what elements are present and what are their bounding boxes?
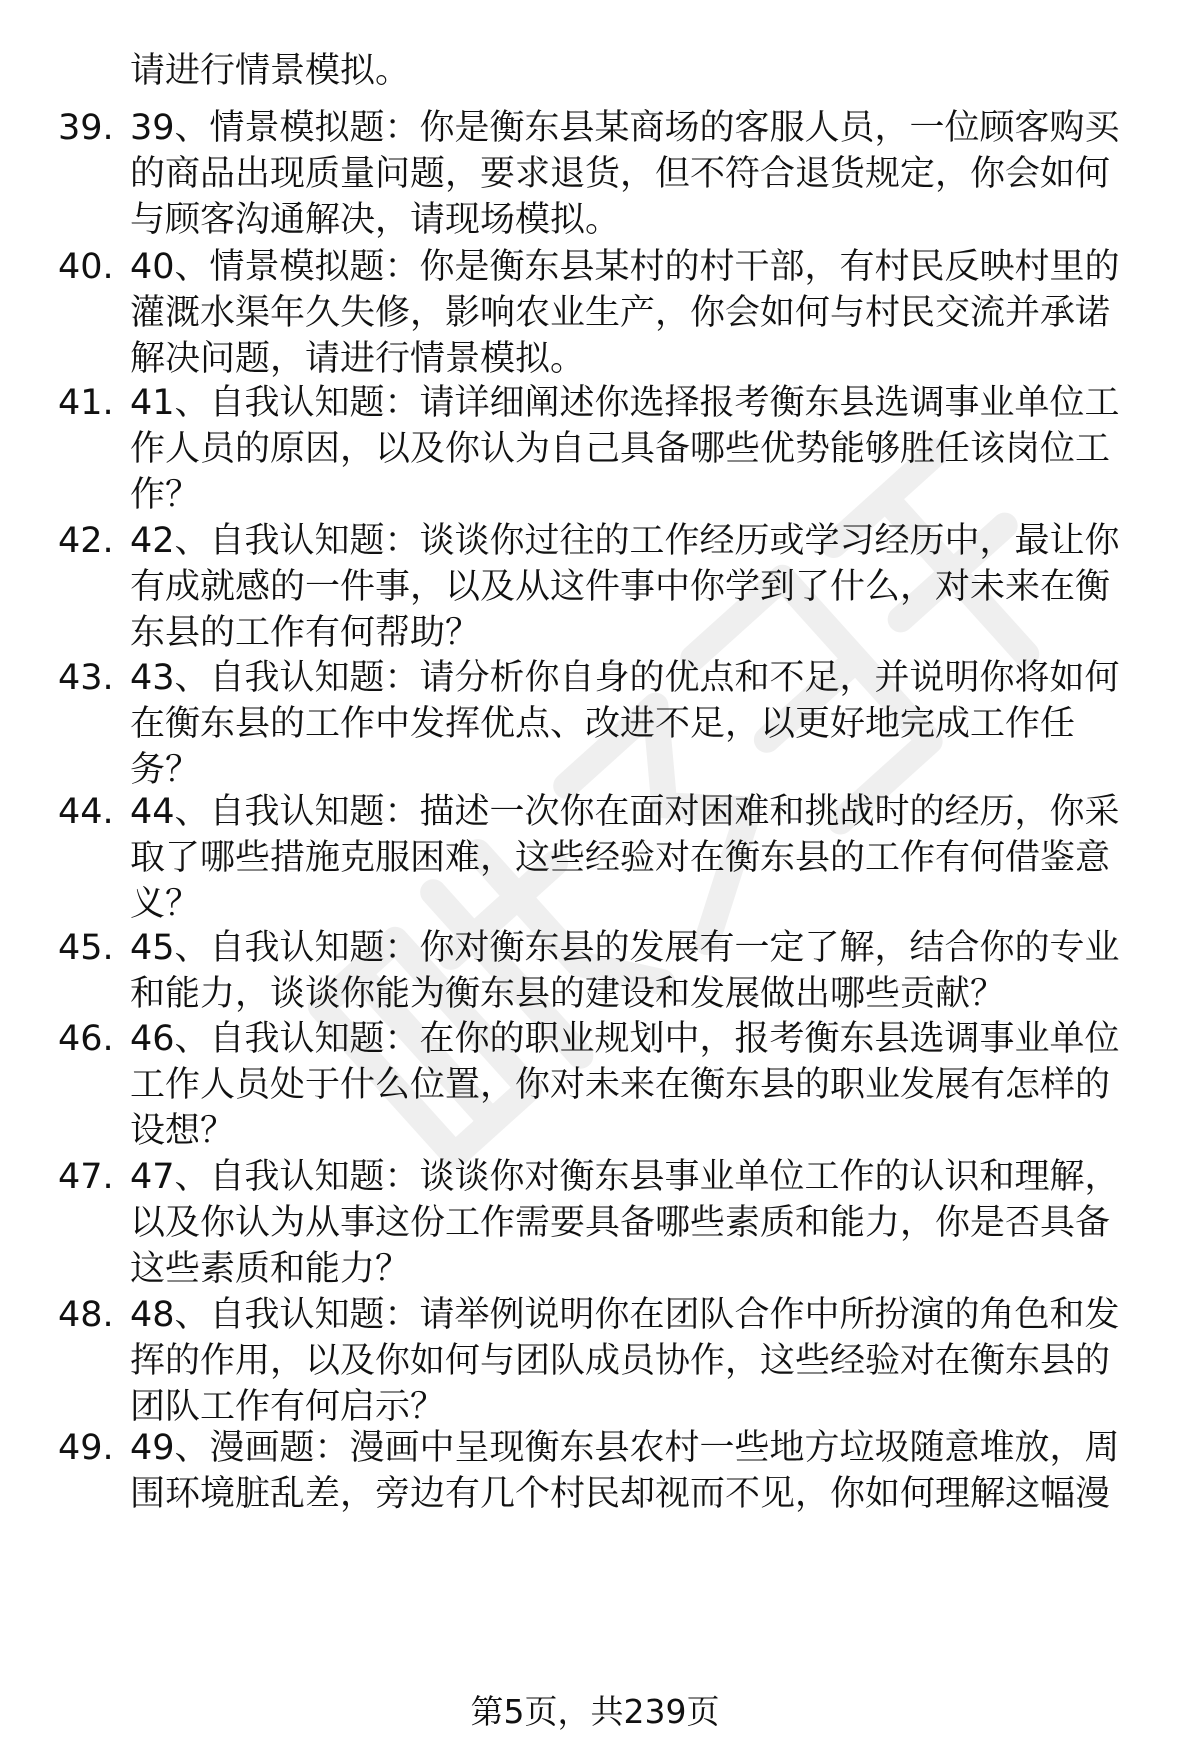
list-item-text [130,789,1160,927]
text-line: 47、自我认知题：谈谈你对衡东县事业单位工作的认识和理解， [130,1157,1120,1197]
list-item-number: 49. [58,1428,114,1468]
list-item-number: 45. [58,928,114,968]
text-line: 44、自我认知题：描述一次你在面对困难和挑战时的经历，你采 [130,792,1120,832]
text-line: 东县的工作有何帮助？ [130,613,481,653]
list-item-text [130,1292,1160,1430]
text-line: 45、自我认知题：你对衡东县的发展有一定了解，结合你的专业 [130,928,1120,968]
text-line: 41、自我认知题：请详细阐述你选择报考衡东县选调事业单位工 [130,383,1120,423]
text-line: 取了哪些措施克服困难，这些经验对在衡东县的工作有何借鉴意 [130,838,1111,878]
list-item-text [130,518,1160,656]
list-item-number: 43. [58,658,114,698]
list-item-number: 46. [58,1019,114,1059]
text-line: 解决问题，请进行情景模拟。 [130,339,586,379]
text-line: 42、自我认知题：谈谈你过往的工作经历或学习经历中，最让你 [130,521,1120,561]
list-item-text [130,655,1160,793]
list-item-number: 41. [58,383,114,423]
continuation-text: 请进行情景模拟。 [130,51,411,91]
list-item-text [130,1154,1160,1292]
list-item-text [130,244,1160,382]
text-line: 39、情景模拟题：你是衡东县某商场的客服人员，一位顾客购买 [130,108,1120,148]
text-line: 团队工作有何启示？ [130,1387,446,1427]
text-line: 工作人员处于什么位置，你对未来在衡东县的职业发展有怎样的 [130,1065,1111,1105]
text-line: 在衡东县的工作中发挥优点、改进不足，以更好地完成工作任 [130,704,1076,744]
list-item-number: 40. [58,247,114,287]
text-line: 作人员的原因，以及你认为自己具备哪些优势能够胜任该岗位工 [130,429,1111,469]
text-line: 46、自我认知题：在你的职业规划中，报考衡东县选调事业单位 [130,1019,1120,1059]
list-item-number: 39. [58,108,114,148]
text-line: 的商品出现质量问题，要求退货，但不符合退货规定，你会如何 [130,154,1111,194]
page-footer: 第5页，共239页 [470,1692,720,1731]
list-item-text [130,105,1160,243]
text-line: 义？ [130,884,201,924]
text-line: 灌溉水渠年久失修，影响农业生产，你会如何与村民交流并承诺 [130,293,1111,333]
text-line: 务？ [130,750,201,790]
text-line: 和能力，谈谈你能为衡东县的建设和发展做出哪些贡献？ [130,974,1006,1014]
list-item-number: 47. [58,1157,114,1197]
text-line: 48、自我认知题：请举例说明你在团队合作中所扮演的角色和发 [130,1295,1120,1335]
text-line: 作？ [130,475,201,515]
list-item-number: 44. [58,792,114,832]
text-line: 围环境脏乱差，旁边有几个村民却视而不见，你如何理解这幅漫 [130,1474,1111,1514]
list-item-text [130,380,1160,518]
text-line: 有成就感的一件事，以及从这件事中你学到了什么，对未来在衡 [130,567,1111,607]
list-item-text [130,925,1160,1017]
list-item-number: 42. [58,521,114,561]
text-line: 49、漫画题：漫画中呈现衡东县农村一些地方垃圾随意堆放，周 [130,1428,1120,1468]
text-line: 43、自我认知题：请分析你自身的优点和不足，并说明你将如何 [130,658,1120,698]
text-line: 这些素质和能力？ [130,1249,411,1289]
text-line: 40、情景模拟题：你是衡东县某村的村干部，有村民反映村里的 [130,247,1120,287]
text-line: 与顾客沟通解决，请现场模拟。 [130,200,621,240]
list-item-number: 48. [58,1295,114,1335]
text-line: 设想？ [130,1111,236,1151]
text-line: 挥的作用，以及你如何与团队成员协作，这些经验对在衡东县的 [130,1341,1111,1381]
text-line: 以及你认为从事这份工作需要具备哪些素质和能力，你是否具备 [130,1203,1111,1243]
list-item-text [130,1425,1160,1517]
list-item-text [130,1016,1160,1154]
